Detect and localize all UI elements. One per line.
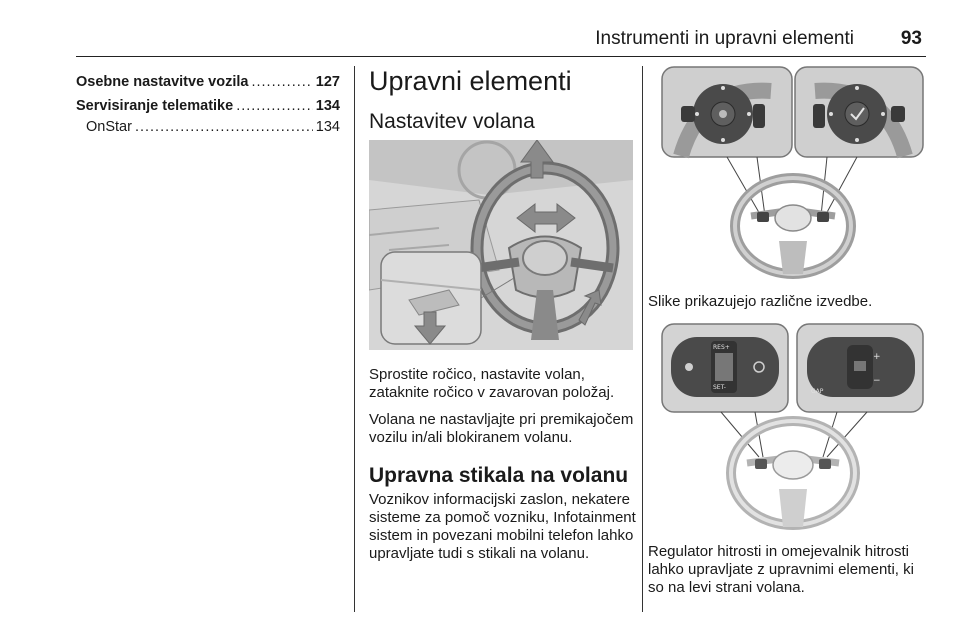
- set-label: SET-: [713, 384, 726, 391]
- toc-entry[interactable]: [76, 118, 340, 136]
- paragraph-steering-controls: Voznikov informacijski zaslon, nekatere sisteme za pomoč vozniku, Infotainment sistem in povezani mobilni telefon lahko upravljate tudi s stikali na volanu.: [369, 491, 636, 562]
- caption-cruise-control: [648, 543, 928, 597]
- column-divider-2: [642, 66, 643, 612]
- paragraph-adjust-instructions: Sprostite ročico, nastavite volan, zataknite ročico v zavarovan položaj.: [369, 366, 615, 401]
- toc-leader: [236, 94, 313, 118]
- steering-switches-figure-a: [661, 66, 925, 288]
- table-of-contents: [76, 70, 340, 136]
- toc-leader: [251, 70, 312, 94]
- main-column: [369, 64, 637, 136]
- main-column-text: [369, 366, 637, 563]
- section-title: Upravni elementi: [369, 66, 572, 96]
- heading-steering-controls: Upravna stikala na volanu: [369, 464, 629, 487]
- paragraph-adjust-warning: Volana ne nastavljajte pri premikajočem vozilu in/ali blokiranem volanu.: [369, 411, 634, 446]
- toc-entry-page: 127: [315, 74, 340, 90]
- svg-text:+: +: [873, 352, 881, 362]
- column-divider-1: [354, 66, 355, 612]
- toc-entry-page: 134: [315, 98, 340, 114]
- toc-leader: [135, 118, 313, 136]
- header-title: Instrumenti in upravni elementi: [595, 28, 854, 49]
- steering-switches-figure-b: [661, 323, 925, 535]
- steering-adjust-illustration: [369, 140, 633, 350]
- steering-switches-illustration-a: [661, 66, 925, 288]
- page-number: 93: [900, 28, 922, 49]
- toc-entry-page: 134: [315, 119, 340, 135]
- res-label: RES+: [713, 344, 730, 351]
- toc-entry[interactable]: [76, 70, 340, 94]
- toc-entry-label: Servisiranje telematike: [76, 98, 234, 114]
- subsection-title: Nastavitev volana: [369, 110, 535, 133]
- caption-text: Slike prikazujejo različne izvedbe.: [648, 293, 873, 310]
- header-rule: [76, 56, 926, 57]
- gap-label: GAP: [811, 388, 824, 395]
- toc-entry-label: OnStar: [86, 119, 132, 135]
- steering-adjust-figure: [369, 140, 633, 350]
- caption-text: Regulator hitrosti in omejevalnik hitrosti lahko upravljate z upravnimi elementi, ki so na levi strani volana.: [648, 543, 914, 596]
- steering-switches-illustration-b: [661, 323, 925, 535]
- svg-text:−: −: [873, 376, 881, 386]
- caption-variants: [648, 293, 928, 311]
- toc-entry[interactable]: [76, 94, 340, 118]
- toc-entry-label: Osebne nastavitve vozila: [76, 74, 249, 90]
